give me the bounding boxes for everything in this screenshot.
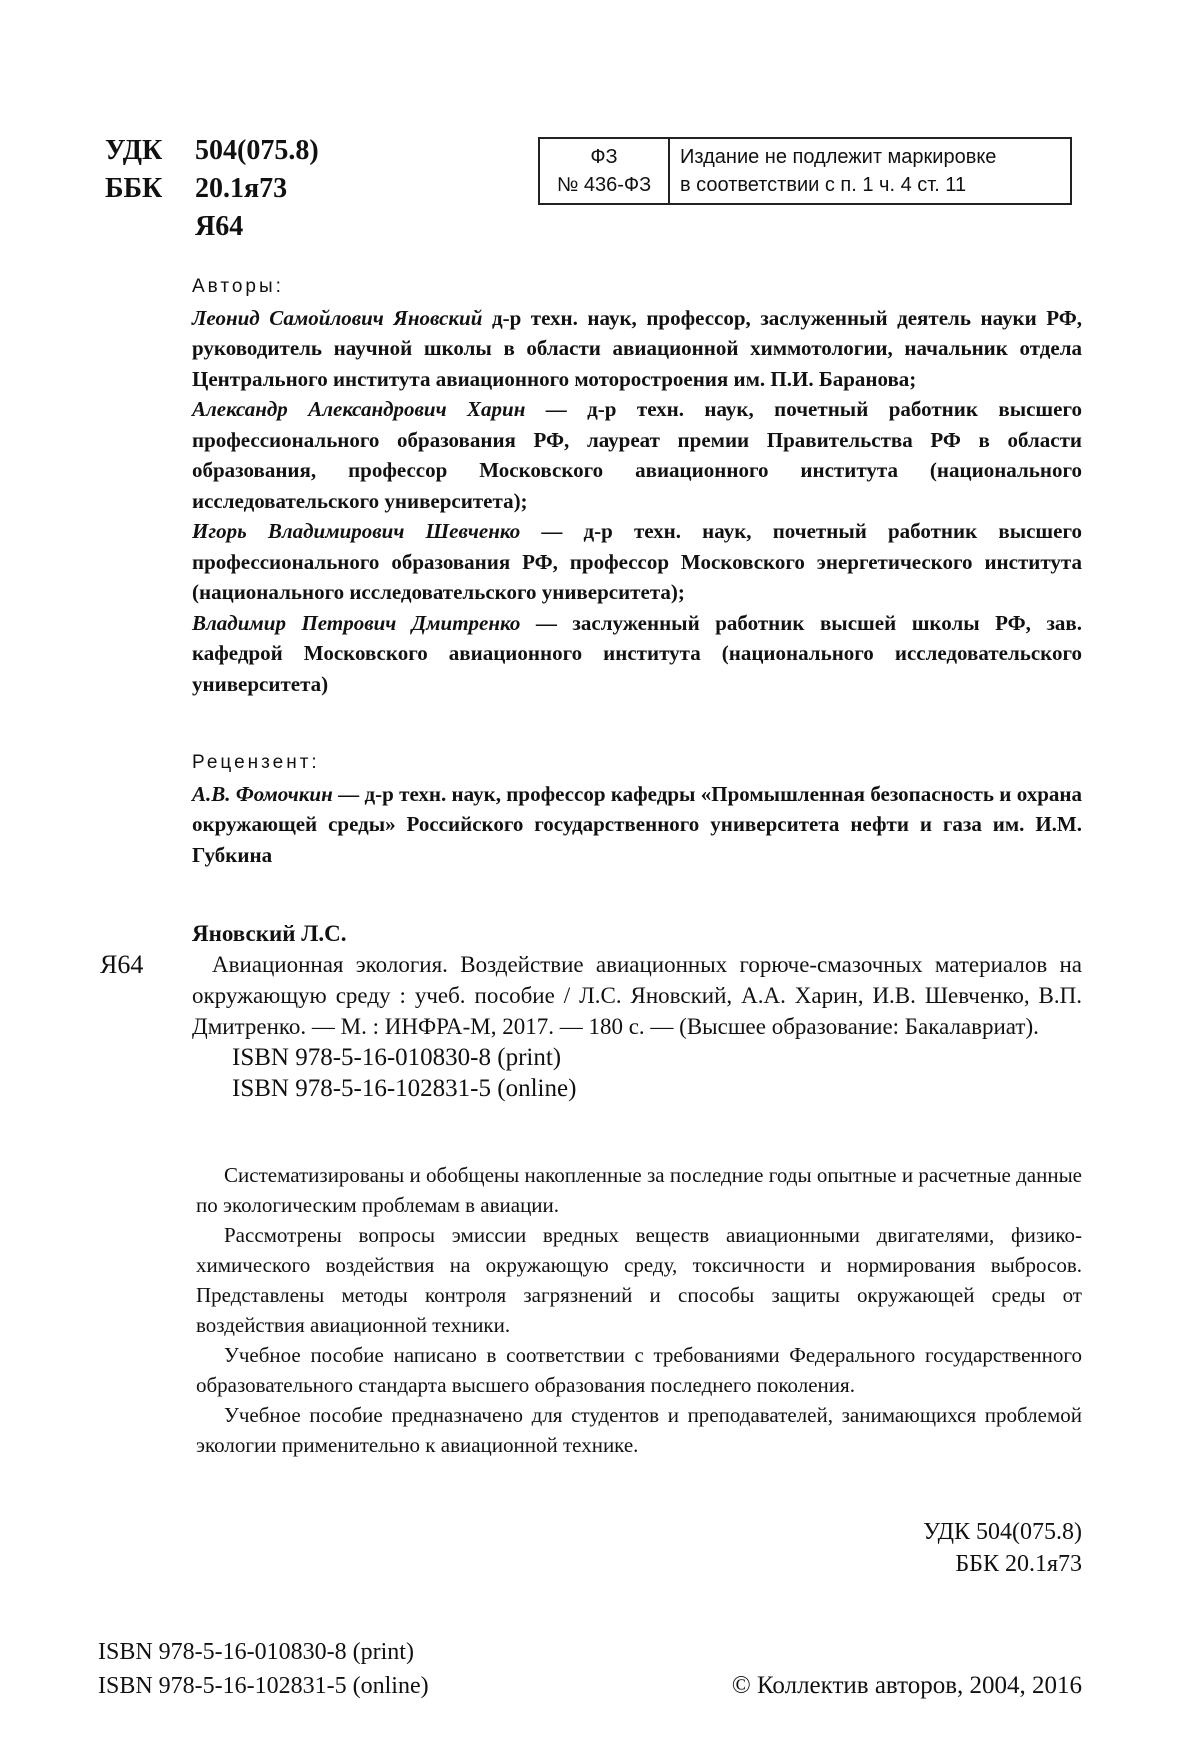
abstract-paragraph: Учебное пособие написано в соответствии с требованиями Федерального государственного образовательного стандарта высшего образования последнего поколения. <box>196 1343 1082 1397</box>
fz-labeling-box <box>538 137 1072 205</box>
author-description: — заслуженный работник высшей школы РФ, зав. кафедрой Московского авиационного института (национального исследовательского университета) <box>192 610 1082 696</box>
classification-codes <box>105 132 319 246</box>
udk-footer <box>923 1516 1082 1580</box>
author-description: — д-р техн. наук, почетный работник высшего профессионального образования РФ, профессор Московского энергетического института (национального исследовательского университета); <box>192 519 1082 604</box>
author-name: Владимир Петрович Дмитренко <box>192 610 521 635</box>
abstract <box>196 1160 1082 1460</box>
fz-note-line2: в соответствии с п. 1 ч. 4 ст. 11 <box>680 174 967 196</box>
udk-label: УДК <box>105 135 163 166</box>
catalog-isbn-print: ISBN 978-5-16-010830-8 (print) <box>232 1044 562 1071</box>
abstract-paragraph: Учебное пособие предназначено для студентов и преподавателей, занимающихся проблемой экологии применительно к авиационной технике. <box>196 1403 1082 1457</box>
author-description: д-р техн. наук, профессор, заслуженный деятель науки РФ, руководитель научной школы в области авиационной химмотологии, начальник отдела Центрального института авиационного моторостроения им. П.И. Баранова; <box>192 305 1082 391</box>
catalog-description: Авиационная экология. Воздействие авиационных горюче-смазочных материалов на окружающую среду : учеб. пособие / Л.С. Яновский, А.А. Харин, И.В. Шевченко, В.П. Дмитренко. — М. : ИНФРА-М, 2017. — 180 с. — (Высшее образование: Бакалавриат). <box>192 952 1082 1039</box>
author-name: Александр Александрович Харин <box>192 397 526 421</box>
reviewer-description: — д-р техн. наук, профессор кафедры «Промышленная безопасность и охрана окружающей среды» Российского государственного университета нефти и газа им. И.М. Губкина <box>192 781 1083 867</box>
authors-section <box>192 272 1082 699</box>
reviewer-section <box>192 748 1082 870</box>
reviewer-entry <box>192 779 1082 871</box>
catalog-author: Яновский Л.С. <box>192 921 347 946</box>
udk-value: 504(075.8) <box>195 135 319 166</box>
reviewer-name: А.В. Фомочкин <box>192 781 333 806</box>
catalog-isbn-online: ISBN 978-5-16-102831-5 (online) <box>232 1075 577 1102</box>
authors-heading: Авторы: <box>192 276 284 297</box>
bbk-label: ББК <box>105 173 163 204</box>
fz-note-line1: Издание не подлежит маркировке <box>680 146 997 168</box>
catalog-entry <box>100 918 1082 1104</box>
author-entry <box>192 303 1082 395</box>
bbk-value: 20.1я73 <box>195 173 288 204</box>
copyright: © Коллектив авторов, 2004, 2016 <box>731 1672 1082 1699</box>
udk-footer-udk: УДК 504(075.8) <box>923 1519 1082 1545</box>
author-description: — д-р техн. наук, почетный работник высшего профессионального образования РФ, лауреат премии Правительства РФ в области образования, профессор Московского авиационного института (национального исследовательского университета); <box>192 397 1082 513</box>
footer-isbn-online: ISBN 978-5-16-102831-5 (online) <box>98 1673 429 1699</box>
author-name: Игорь Владимирович Шевченко <box>192 519 521 543</box>
abstract-paragraph: Систематизированы и обобщены накопленные за последние годы опытные и расчетные данные по экологическим проблемам в авиации. <box>196 1163 1082 1217</box>
author-entry <box>192 394 1082 516</box>
udk-footer-bbk: ББК 20.1я73 <box>955 1551 1082 1577</box>
isbn-footer <box>98 1635 429 1703</box>
fz-law-cell <box>539 138 669 204</box>
author-mark: Я64 <box>195 211 244 242</box>
abstract-paragraph: Рассмотрены вопросы эмиссии вредных веществ авиационными двигателями, физико-химического воздействия на окружающую среду, токсичности и нормирования выбросов. Представлены методы контроля загрязнений и способы защиты окружающей среды от воздействия авиационной техники. <box>196 1223 1082 1337</box>
fz-label: ФЗ <box>590 146 618 168</box>
author-entry <box>192 516 1082 608</box>
footer-isbn-print: ISBN 978-5-16-010830-8 (print) <box>98 1639 414 1665</box>
catalog-code: Я64 <box>100 950 144 979</box>
reviewer-heading: Рецензент: <box>192 752 320 773</box>
author-entry <box>192 608 1082 700</box>
fz-number: № 436-ФЗ <box>556 174 652 196</box>
fz-note-cell <box>669 138 1071 204</box>
author-name: Леонид Самойлович Яновский <box>192 305 483 330</box>
